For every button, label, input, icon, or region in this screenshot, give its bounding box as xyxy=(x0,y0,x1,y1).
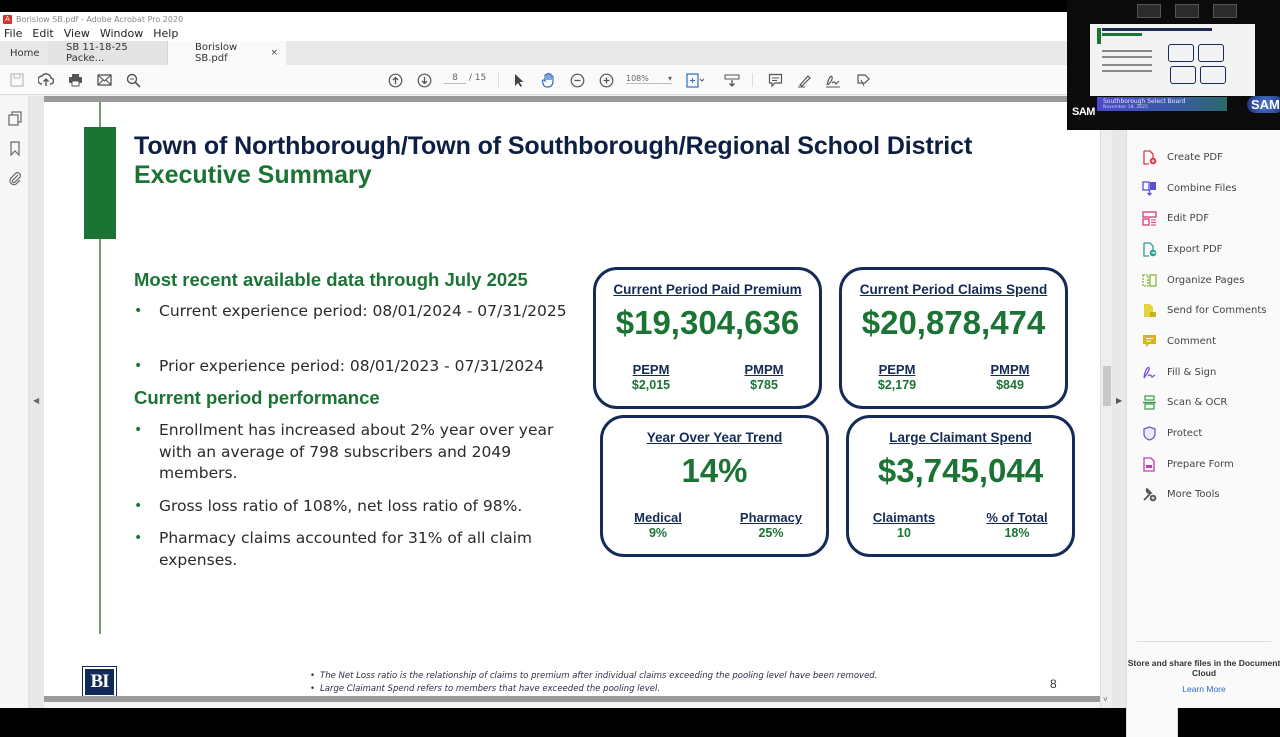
bullet-current-period: • Current experience period: 08/01/2024 - 07/31/2025 xyxy=(134,301,574,323)
current-page-input[interactable]: 8 xyxy=(444,73,466,84)
tab-active-label: Borislow SB.pdf xyxy=(195,42,238,64)
cloud-promo-text: Store and share files in the Document Cloud xyxy=(1127,658,1280,678)
tab-home[interactable]: Home xyxy=(10,47,40,59)
fit-page-icon[interactable] xyxy=(686,71,704,89)
toolbar-divider xyxy=(498,73,499,87)
protect-icon xyxy=(1141,425,1157,441)
kpi-sub-right xyxy=(965,362,1055,392)
tool-prepare-form[interactable]: Prepare Form xyxy=(1141,455,1234,473)
kpi-sub-label: % of Total xyxy=(986,510,1048,525)
menu-file[interactable]: File xyxy=(4,27,23,40)
kpi-value: $3,745,044 xyxy=(877,452,1044,489)
tools-divider xyxy=(1137,641,1271,642)
hand-icon[interactable] xyxy=(539,71,557,89)
kpi-sub-label: PEPM xyxy=(632,362,670,377)
kpi-sub-value: $2,179 xyxy=(877,378,917,392)
kpi-title: Current Period Claims Spend xyxy=(859,282,1048,297)
tab-document-active[interactable] xyxy=(168,41,286,65)
slide-subtitle: Executive Summary xyxy=(134,161,372,189)
kpi-sub-right xyxy=(726,510,816,540)
learn-more-link[interactable]: Learn More xyxy=(1182,684,1226,694)
broadcast-caption xyxy=(1097,97,1227,111)
kpi-sub-right xyxy=(972,510,1062,540)
page-bottom-edge xyxy=(44,696,1100,702)
footnote-net-loss: • The Net Loss ratio is the relationship of claims to premium after individual claims exceeding the pooling level have been removed. xyxy=(320,671,877,681)
kpi-sub-label: Medical xyxy=(634,510,682,525)
tool-send-for-comments[interactable]: Send for Comments xyxy=(1141,301,1267,319)
tool-more-tools[interactable]: More Tools xyxy=(1141,485,1220,503)
acrobat-app-icon: A xyxy=(3,15,12,24)
save-icon[interactable] xyxy=(8,71,26,89)
participant-thumbnail xyxy=(1213,4,1237,18)
acrobat-window xyxy=(0,12,1280,708)
highlight-icon[interactable] xyxy=(795,71,813,89)
preview-text-line xyxy=(1102,56,1152,58)
tool-edit-pdf[interactable]: Edit PDF xyxy=(1141,209,1209,227)
kpi-title: Current Period Paid Premium xyxy=(613,282,802,297)
page-thumbnails-icon[interactable] xyxy=(7,110,23,126)
toolbar-divider xyxy=(752,73,753,87)
prepare-form-icon xyxy=(1141,456,1157,472)
kpi-sub-label: PMPM xyxy=(990,362,1030,377)
search-icon[interactable] xyxy=(124,71,142,89)
slide-accent-bar xyxy=(84,127,116,239)
kpi-sub-value: 9% xyxy=(648,526,668,540)
kpi-sub-left xyxy=(852,362,942,392)
comment-icon xyxy=(1141,333,1157,349)
menu-edit[interactable]: Edit xyxy=(32,27,54,40)
combine-files-icon xyxy=(1141,180,1157,196)
right-pane-collapse-gutter[interactable] xyxy=(1112,96,1126,708)
left-navigation-pane xyxy=(0,96,29,708)
kpi-value: 14% xyxy=(681,452,748,489)
sam-logo-left: SAM xyxy=(1072,106,1095,118)
page-down-icon[interactable] xyxy=(415,71,433,89)
select-arrow-icon[interactable] xyxy=(510,71,528,89)
scan-ocr-icon xyxy=(1141,394,1157,410)
slide-page-number: 8 xyxy=(1050,677,1057,691)
preview-card xyxy=(1170,66,1196,84)
toolbar xyxy=(0,65,1067,95)
menu-bar xyxy=(0,26,1067,41)
kpi-sub-value: $2,015 xyxy=(631,378,671,392)
tool-fill-sign[interactable]: Fill & Sign xyxy=(1141,363,1216,381)
kpi-card-claims-spend xyxy=(839,267,1068,409)
footnote-large-claimant: • Large Claimant Spend refers to members that have exceeded the pooling level. xyxy=(320,684,660,694)
menu-window[interactable]: Window xyxy=(99,27,144,40)
chevron-down-icon: ▾ xyxy=(667,74,672,83)
menu-view[interactable]: View xyxy=(63,27,90,40)
preview-title xyxy=(1102,28,1212,31)
collapse-right-arrow-icon[interactable]: ▶ xyxy=(1116,396,1123,405)
participant-thumbnail xyxy=(1137,4,1161,18)
participant-thumbnails xyxy=(1137,4,1237,20)
page-navigator xyxy=(444,73,486,84)
participant-thumbnail xyxy=(1175,4,1199,18)
sam-logo-right: SAM xyxy=(1247,96,1280,113)
kpi-sub-label: Claimants xyxy=(872,510,936,525)
preview-card xyxy=(1168,44,1194,62)
kpi-sub-label: PMPM xyxy=(744,362,784,377)
tool-create-pdf[interactable]: Create PDF xyxy=(1141,148,1223,166)
preview-text-line xyxy=(1102,50,1152,52)
zoom-in-icon[interactable] xyxy=(597,71,615,89)
close-tab-icon[interactable]: × xyxy=(270,48,278,58)
menu-help[interactable]: Help xyxy=(153,27,179,40)
kpi-sub-value: $849 xyxy=(996,378,1024,392)
tool-scan-ocr[interactable]: Scan & OCR xyxy=(1141,393,1227,411)
kpi-sub-value: $785 xyxy=(750,378,778,392)
page-up-icon[interactable] xyxy=(386,71,404,89)
kpi-value: $20,878,474 xyxy=(861,304,1046,341)
zoom-level-value: 108% xyxy=(626,74,649,83)
scroll-mode-icon[interactable] xyxy=(723,71,741,89)
vertical-scrollbar[interactable] xyxy=(1100,96,1112,708)
tool-export-pdf[interactable]: Export PDF xyxy=(1141,240,1222,258)
zoom-level-select[interactable] xyxy=(626,74,672,84)
email-icon[interactable] xyxy=(95,71,113,89)
collapse-left-arrow-icon[interactable]: ◀ xyxy=(33,396,40,405)
preview-text-line xyxy=(1102,70,1152,72)
bullet-pharmacy-claims: • Pharmacy claims accounted for 31% of all claim expenses. xyxy=(134,528,574,571)
kpi-sub-label: Pharmacy xyxy=(739,510,803,525)
tab-bar xyxy=(0,41,1067,65)
left-pane-collapse-gutter[interactable] xyxy=(29,96,44,708)
preview-card xyxy=(1200,66,1226,84)
print-icon[interactable] xyxy=(66,71,84,89)
shared-screen-preview xyxy=(1090,24,1255,96)
scroll-down-arrow-icon[interactable]: ˅ xyxy=(1103,695,1108,704)
slide-title: Town of Northborough/Town of Southborough/Regional School District xyxy=(134,132,973,160)
preview-subtitle xyxy=(1102,33,1142,36)
zoom-out-icon[interactable] xyxy=(568,71,586,89)
kpi-sub-value: 18% xyxy=(1004,526,1030,540)
send-comments-icon xyxy=(1141,302,1157,318)
bullet-loss-ratio: • Gross loss ratio of 108%, net loss ratio of 98%. xyxy=(134,496,574,518)
tool-combine-files[interactable]: Combine Files xyxy=(1141,179,1237,197)
edit-pdf-icon xyxy=(1141,210,1157,226)
kpi-sub-left xyxy=(859,510,949,540)
share-icon[interactable] xyxy=(855,71,873,89)
kpi-sub-right xyxy=(719,362,809,392)
window-title: Borislow SB.pdf - Adobe Acrobat Pro 2020 xyxy=(16,14,184,24)
comment-icon[interactable] xyxy=(766,71,784,89)
attachments-icon[interactable] xyxy=(7,170,23,186)
preview-card xyxy=(1198,44,1224,62)
caption-title: Southborough Select Board xyxy=(1103,98,1186,105)
organize-pages-icon xyxy=(1141,272,1157,288)
export-pdf-icon xyxy=(1141,241,1157,257)
title-bar xyxy=(0,12,1067,26)
sign-icon[interactable] xyxy=(824,71,842,89)
bullet-prior-period: • Prior experience period: 08/01/2023 - 07/31/2024 xyxy=(134,356,574,378)
pdf-page xyxy=(44,102,1100,696)
kpi-sub-value: 10 xyxy=(897,526,911,540)
kpi-value: $19,304,636 xyxy=(615,304,800,341)
bi-logo: BI xyxy=(83,667,116,696)
caption-date: November 18, 2025 xyxy=(1103,105,1148,110)
section-heading-data: Most recent available data through July 2025 xyxy=(134,269,528,290)
create-pdf-icon xyxy=(1141,149,1157,165)
kpi-sub-label: PEPM xyxy=(878,362,916,377)
kpi-title: Large Claimant Spend xyxy=(889,430,1032,445)
tab-document-packet[interactable]: SB 11-18-25 Packe... xyxy=(48,41,168,65)
scrollbar-thumb[interactable] xyxy=(1103,366,1111,406)
kpi-card-paid-premium xyxy=(593,267,822,409)
tool-organize-pages[interactable]: Organize Pages xyxy=(1141,271,1244,289)
tools-pane xyxy=(1126,96,1280,708)
kpi-sub-left xyxy=(613,510,703,540)
upload-icon[interactable] xyxy=(37,71,55,89)
kpi-card-large-claimant xyxy=(846,415,1075,557)
bullet-enrollment: • Enrollment has increased about 2% year over year with an average of 798 subscribers and 2049 members. xyxy=(134,420,574,485)
more-tools-icon xyxy=(1141,486,1157,502)
kpi-sub-value: 25% xyxy=(758,526,784,540)
fill-sign-icon xyxy=(1141,364,1157,380)
bookmarks-icon[interactable] xyxy=(7,140,23,156)
preview-accent-bar xyxy=(1097,28,1101,44)
video-overlay xyxy=(1067,0,1280,130)
tool-protect[interactable]: Protect xyxy=(1141,424,1202,442)
total-pages: / 15 xyxy=(468,73,487,83)
kpi-card-yoy-trend xyxy=(600,415,829,557)
section-heading-performance: Current period performance xyxy=(134,387,380,408)
document-cloud-promo xyxy=(1127,658,1280,694)
kpi-title: Year Over Year Trend xyxy=(646,430,783,445)
kpi-sub-left xyxy=(606,362,696,392)
tool-comment[interactable]: Comment xyxy=(1141,332,1216,350)
preview-text-line xyxy=(1102,64,1152,66)
